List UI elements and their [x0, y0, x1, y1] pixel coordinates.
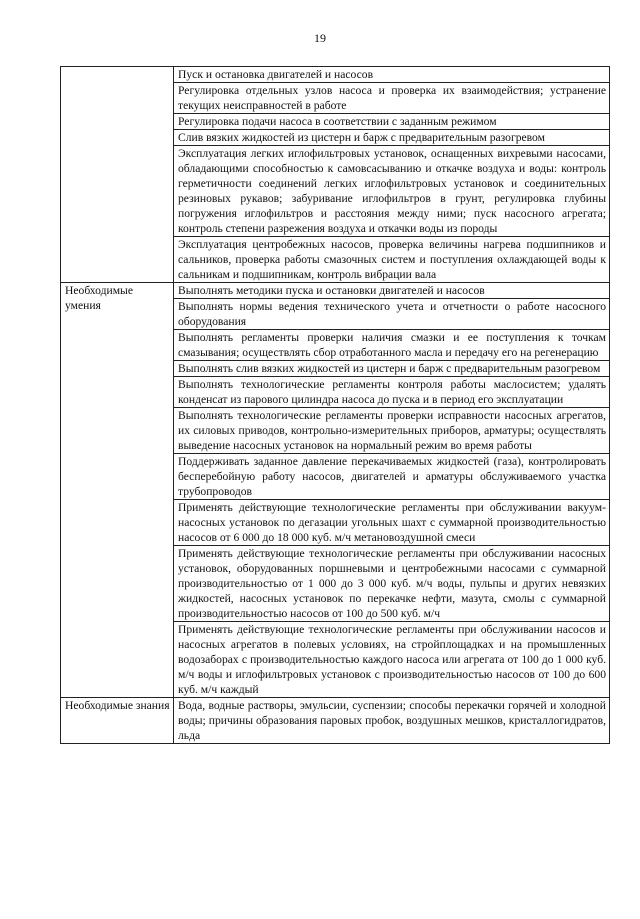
table-row — [61, 67, 610, 83]
table-cell: Применять действующие технологические регламенты при обслуживании насосных установок, оборудованных поршневыми и центробежными насосами с суммарной производительностью от 1 000 до 3 000 куб. м/ч воды, пульпы и других невязких жидкостей, насосных установок по перекачке нефти, мазута, смолы с суммарной производительностью насосов от 100 до 500 куб. м/ч — [174, 546, 610, 622]
table-cell: Применять действующие технологические регламенты при обслуживании насосов и насосных агрегатов в полевых условиях, на стройплощадках и на промышленных водозаборах с производительностью каждого насоса или агрегата от 100 до 1 000 куб. м/ч воды и иглофильтровых установок с производительностью насосов от 100 до 600 куб. м/ч каждый — [174, 622, 610, 698]
table-cell: Выполнять технологические регламенты контроля работы маслосистем; удалять конденсат из парового цилиндра насоса до пуска и в период его эксплуатации — [174, 377, 610, 408]
page-number: 19 — [314, 31, 326, 45]
table-cell: Эксплуатация легких иглофильтровых установок, оснащенных вихревыми насосами, обладающими способностью к самовсасыванию и откачке воздуха и воды: контроль герметичности соединений легких иглофильтровых установок и соединительных резиновых рукавов; забуривание иглофильтров в грунт, регулировка глубины погружения иглофильтров и расстояния между ними; пуск насосного агрегата; контроль степени разрежения воздуха и откачки воды из породы — [174, 146, 610, 237]
table-cell: Выполнять слив вязких жидкостей из цистерн и барж с предварительным разогревом — [174, 361, 610, 377]
table-cell: Выполнять нормы ведения технического учета и отчетности о работе насосного оборудования — [174, 299, 610, 330]
table-cell: Выполнять регламенты проверки наличия смазки и ее поступления к точкам смазывания; осуществлять сбор отработанного масла и передачу его на регенерацию — [174, 330, 610, 361]
table-cell: Выполнять методики пуска и остановки двигателей и насосов — [174, 283, 610, 299]
table-cell: Регулировка подачи насоса в соответствии с заданным режимом — [174, 114, 610, 130]
table-cell: Слив вязких жидкостей из цистерн и барж с предварительным разогревом — [174, 130, 610, 146]
row-label-cell — [61, 67, 174, 283]
table-cell: Эксплуатация центробежных насосов, проверка величины нагрева подшипников и сальников, проверка работы смазочных систем и поступления охлаждающей воды к сальникам и подшипникам, контроль вибрации вала — [174, 237, 610, 283]
table-cell: Регулировка отдельных узлов насоса и проверка их взаимодействия; устранение текущих неисправностей в работе — [174, 83, 610, 114]
table-cell: Поддерживать заданное давление перекачиваемых жидкостей (газа), контролировать бесперебойную работу насосов, двигателей и арматуры обслуживаемого участка трубопроводов — [174, 454, 610, 500]
table-cell: Выполнять технологические регламенты проверки исправности насосных агрегатов, их силовых приводов, контрольно-измерительных приборов, арматуры; осуществлять выведение насосных установок на нормальный режим во время работы — [174, 408, 610, 454]
section-label-knowledge: Необходимые знания — [61, 698, 174, 744]
table-row — [61, 283, 610, 299]
table-cell: Вода, водные растворы, эмульсии, суспензии; способы перекачки горячей и холодной воды; причины образования паровых пробок, воздушных мешков, кристаллогидратов, льда — [174, 698, 610, 744]
section-label-skills: Необходимые умения — [61, 283, 174, 698]
table-cell: Пуск и остановка двигателей и насосов — [174, 67, 610, 83]
table-row — [61, 698, 610, 744]
table-cell: Применять действующие технологические регламенты при обслуживании вакуум-насосных установок по дегазации угольных шахт с суммарной производительностью насосов от 6 000 до 18 000 куб. м/ч метановоздушной смеси — [174, 500, 610, 546]
requirements-table — [60, 66, 610, 744]
